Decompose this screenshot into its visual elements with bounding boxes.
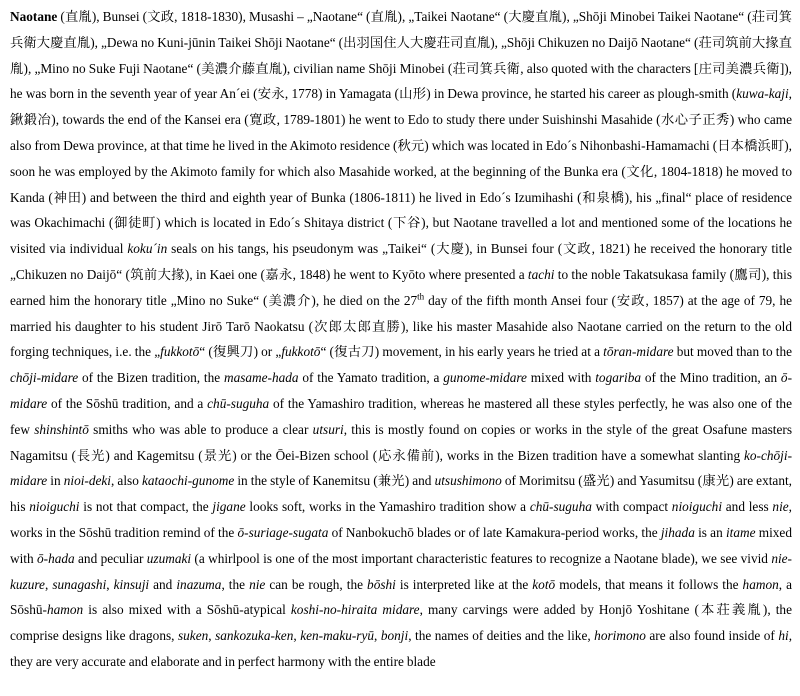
text-run: (a whirlpool is one of the most important characteristic features to recognize a Naotane blade), we see vivid xyxy=(191,550,772,566)
term-italic: gunome-midare xyxy=(443,370,527,386)
text-run: day of the fifth month Ansei four (安政, 1857) at the age of 79, he married his daughter to his student Jirō Tarō Naokatsu (次郎太郎直勝), like his master Masahide also Naotane carried on the return to the old forging techniques, i.e. the „ xyxy=(10,292,792,360)
term-italic: kinsuji xyxy=(113,576,150,592)
term-italic: hi xyxy=(778,628,789,644)
text-run: of the Yamashiro tradition, whereas he mastered all these styles perfectly, he was also one of the few xyxy=(10,395,792,437)
term-italic: fukkotō xyxy=(160,344,200,360)
term-italic: utsushimono xyxy=(434,473,502,489)
text-run: in the style of Kanemitsu (兼光) and xyxy=(234,473,435,489)
text-run: models, that means it follows the xyxy=(555,576,743,592)
text-run: and xyxy=(149,576,177,592)
term-italic: ko-chōji-midare xyxy=(10,447,792,489)
text-run: mixed with xyxy=(10,524,792,566)
text-run: can be rough, the xyxy=(265,576,368,592)
text-run: , many carvings were added by Honjō Yoshitane (本荘義胤), the comprise designs like dragons, xyxy=(10,602,792,644)
term-italic: nioiguchi xyxy=(671,499,723,515)
term-italic: ken-maku-ryū xyxy=(300,628,375,644)
term-italic: ō-suriage-sugata xyxy=(237,524,329,540)
term-italic: kataochi-gunome xyxy=(141,473,235,489)
term-italic: koku´in xyxy=(127,241,168,257)
text-run: smiths who was able to produce a clear xyxy=(88,421,313,437)
term-italic: ō-midare xyxy=(10,370,792,411)
term-italic: jihada xyxy=(660,524,695,540)
text-run: is also mixed with a Sōshū-atypical xyxy=(83,602,291,618)
term-italic: masame-hada xyxy=(223,370,299,386)
text-run: seals on his tangs, his pseudonym was „Taikei“ (大慶), in Bunsei four (文政, 1821) he received the honorary title „Chikuzen no Daijō“ (筑前大掾), in Kaei one (嘉永, 1848) he went to Kyōto where presented a xyxy=(10,241,793,282)
term-italic: togariba xyxy=(595,370,642,386)
text-run: of the Sōshū tradition, and a xyxy=(47,395,208,411)
term-italic: fukkotō xyxy=(281,344,321,360)
term-italic: hamon xyxy=(742,576,779,592)
term-italic: itame xyxy=(725,524,756,540)
text-run: and peculiar xyxy=(74,550,147,566)
term-italic: koshi-no-hiraita midare xyxy=(290,602,420,618)
text-run: “ (復古刀) movement, in his early years he tried at a xyxy=(320,344,604,360)
text-run: “ (復興刀) or „ xyxy=(199,344,282,360)
text-run: , also xyxy=(111,473,142,489)
text-run: of Morimitsu (盛光) and Yasumitsu (康光) are extant, his xyxy=(10,473,792,515)
text-run: is an xyxy=(694,524,726,540)
term-italic: shinshintō xyxy=(34,421,89,437)
term-italic: jigane xyxy=(212,499,246,515)
text-run: of the Mino tradition, an xyxy=(641,370,781,386)
text-run: but moved than to the xyxy=(673,344,792,360)
text-run: , the names of deities and the like, xyxy=(408,628,595,644)
term-italic: hamon xyxy=(46,602,84,618)
text-run: , a Sōshū- xyxy=(10,576,793,618)
term-bold: Naotane xyxy=(10,9,58,24)
text-run: to the noble Takatsukasa family (鷹司), this earned him the honorary title „Mino no Suke“ (美濃介), he died on the 27 xyxy=(10,266,792,308)
text-run: of the Bizen tradition, the xyxy=(78,370,224,386)
text-run: , xyxy=(293,628,301,644)
text-run: , xyxy=(44,576,53,592)
term-italic: inazuma xyxy=(176,576,222,592)
text-run: with compact xyxy=(591,499,672,515)
text-run: mixed with xyxy=(526,370,596,386)
term-italic: horimono xyxy=(594,628,646,644)
text-run: looks soft, works in the Yamashiro tradition show a xyxy=(245,499,530,515)
text-run: (直胤), Bunsei (文政, 1818-1830), Musashi – „Naotane“ (直胤), „Taikei Naotane“ (大慶直胤), „Shōji Minobei Taikei Naotane“ (荘司箕兵衛大慶直胤), „Dewa no Kuni-jūnin Taikei Shōji Naotane“ (出羽国住人大慶荘司直胤), „Shōji Chikuzen no Daijō Naotane“ (荘司筑前大掾直胤), „Mino no Suke Fuji Naotane“ (美濃介藤直胤), civilian name Shōji Minobei (荘司箕兵衛, also quoted with the characters [庄司美濃兵衛]), he was born in the seventh year of year An´ei (安永, 1778) in Yamagata (山形) in Dewa province, he started his career as plough-smith ( xyxy=(10,9,792,102)
text-run: are also found inside of xyxy=(645,628,779,644)
text-run: , the xyxy=(221,576,250,592)
term-italic: tachi xyxy=(527,266,555,282)
term-italic: bonji xyxy=(380,628,409,644)
term-italic: kuwa-kaji xyxy=(736,86,789,102)
term-italic: nioi-deki xyxy=(63,473,111,489)
term-italic: nie xyxy=(249,576,266,592)
term-italic: chū-suguha xyxy=(207,395,270,411)
term-italic: ō-hada xyxy=(37,550,75,566)
term-italic: suken xyxy=(177,628,209,644)
text-run: , they are very accurate and elaborate and in perfect harmony with the entire blade xyxy=(10,628,793,669)
text-run: , this is mostly found on copies or works in the style of the great Osafune masters Nagamitsu (長光) and Kagemitsu (景光) or the Ōei-Bizen school (応永備前), works in the Bizen tradition have a somewhat slanting xyxy=(10,421,793,463)
term-italic: nie-kuzure xyxy=(10,550,792,592)
term-italic: kotō xyxy=(532,576,556,592)
text-run: of the Yamato tradition, a xyxy=(298,370,444,386)
text-run: is not that compact, the xyxy=(79,499,213,515)
term-italic: utsuri xyxy=(312,421,344,437)
term-italic: sunagashi xyxy=(52,576,107,592)
term-italic: chōji-midare xyxy=(10,370,79,386)
term-italic: chū-suguha xyxy=(529,499,592,515)
term-italic: nie xyxy=(772,499,789,515)
article-paragraph xyxy=(10,4,792,675)
term-italic: uzumaki xyxy=(146,550,192,566)
text-run: , xyxy=(208,628,216,644)
term-italic: bōshi xyxy=(367,576,396,592)
text-run: is interpreted like at the xyxy=(395,576,533,592)
text-run: of Nanbokuchō blades or of late Kamakura-period works, the xyxy=(328,524,661,540)
text-run: , xyxy=(374,628,381,644)
text-run: , xyxy=(106,576,114,592)
ordinal-suffix: th xyxy=(417,291,425,302)
text-run: in xyxy=(47,473,64,489)
term-italic: sankozuka-ken xyxy=(215,628,294,644)
text-run: , 鍬鍛冶), towards the end of the Kansei era (寛政, 1789-1801) he went to Edo to study there under Suishinshi Masahide (水心子正秀) who came also from Dewa province, at that time he lived in the Akimoto residence (秋元) which was located in Edo´s Nihonbashi-Hamamachi (日本橋浜町), soon he was employed by the Akimoto family for which also Masahide worked, at the beginning of the Bunka era (文化, 1804-1818) he moved to Kanda (神田) and between the third and eighth year of Bunka (1806-1811) he lived in Edo´s Izumihashi (和泉橋), his „final“ place of residence was Okachimachi (御徒町) which is located in Edo´s Shitaya district (下谷), but Naotane travelled a lot and mentioned some of the locations he visited via individual xyxy=(10,86,792,257)
text-run: and less xyxy=(722,499,773,515)
term-italic: nioiguchi xyxy=(29,499,80,515)
text-run: , works in the Sōshū tradition remind of the xyxy=(10,499,792,540)
term-italic: tōran-midare xyxy=(603,344,674,360)
